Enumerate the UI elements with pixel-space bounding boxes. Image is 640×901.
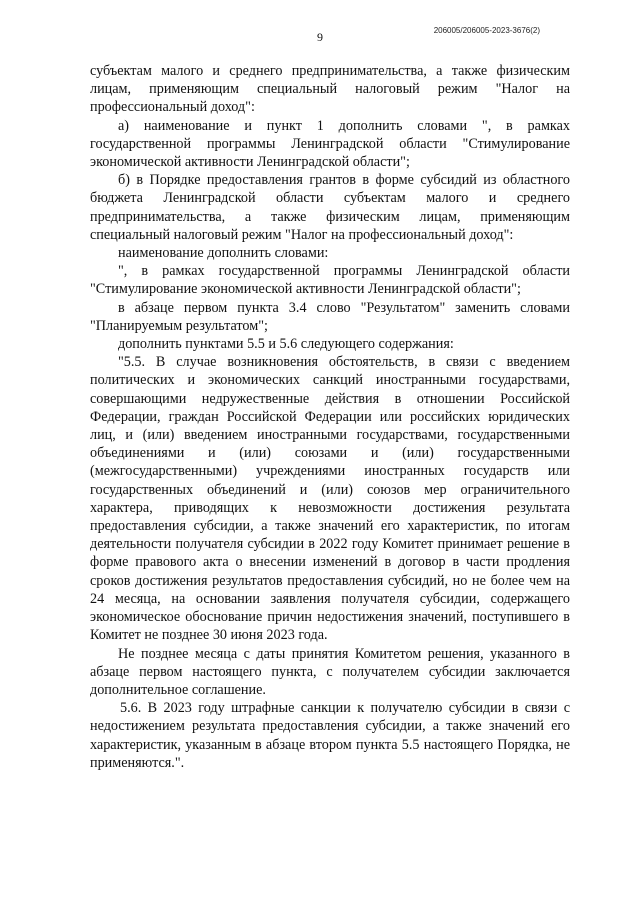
paragraph: 5.6. В 2023 году штрафные санкции к получателю субсидии в связи с недостижением результата предоставления субсидии, а также значений его характеристик, указанным в абзаце втором пункта 5.5 настоящего Порядка, не применяются.". (90, 700, 570, 771)
document-body (90, 62, 570, 772)
paragraph: а) наименование и пункт 1 дополнить словами ", в рамках государственной программы Ленинградской области "Стимулирование экономической активности Ленинградской области"; (90, 117, 570, 171)
paragraph: дополнить пунктами 5.5 и 5.6 следующего содержания: (118, 336, 454, 353)
paragraph: "5.5. В случае возникновения обстоятельств, в связи с введением политических и экономических санкций иностранными государствами, совершающими недружественные действия в отношении Российской Федерации, граждан Российской Федерации или российских юридических лиц, и (или) введением иностранными государствами, государственными объединениями и (или) союзами и (или) государственными (межгосударственными) учреждениями иностранных государств или государственных объединений и (или) союзов мер ограничительного характера, приводящих к невозможности достижения результата предоставления субсидии, а также значений его характеристик, по итогам деятельности получателя субсидии в 2022 году Комитет принимает решение в форме правового акта о внесении изменений в договор в части продления сроков достижения результатов предоставления субсидий, но не более чем на 24 месяца, на основании заявления получателя субсидии, содержащего экономическое обоснование причин недостижения значений, поступившего в Комитет не позднее 30 июня 2023 года. (90, 354, 570, 644)
paragraph: субъектам малого и среднего предпринимательства, а также физическим лицам, применяющим специальный налоговый режим "Налог на профессиональный доход": (90, 63, 570, 116)
paragraph: Не позднее месяца с даты принятия Комитетом решения, указанного в абзаце первом настоящего пункта, с получателем субсидии заключается дополнительное соглашение. (90, 645, 570, 698)
paragraph: ", в рамках государственной программы Ленинградской области "Стимулирование экономической активности Ленинградской области"; (90, 263, 570, 298)
paragraph: б) в Порядке предоставления грантов в форме субсидий из областного бюджета Ленинградской области субъектам малого и среднего предпринимательства, а также физическим лицам, применяющим специальный налоговый режим "Налог на профессиональный доход": (90, 172, 570, 243)
document-code: 206005/206005-2023-3676(2) (433, 26, 540, 35)
paragraph: в абзаце первом пункта 3.4 слово "Результатом" заменить словами "Планируемым результатом"; (90, 299, 570, 334)
paragraph: наименование дополнить словами: (118, 245, 329, 262)
page-number: 9 (317, 30, 323, 44)
